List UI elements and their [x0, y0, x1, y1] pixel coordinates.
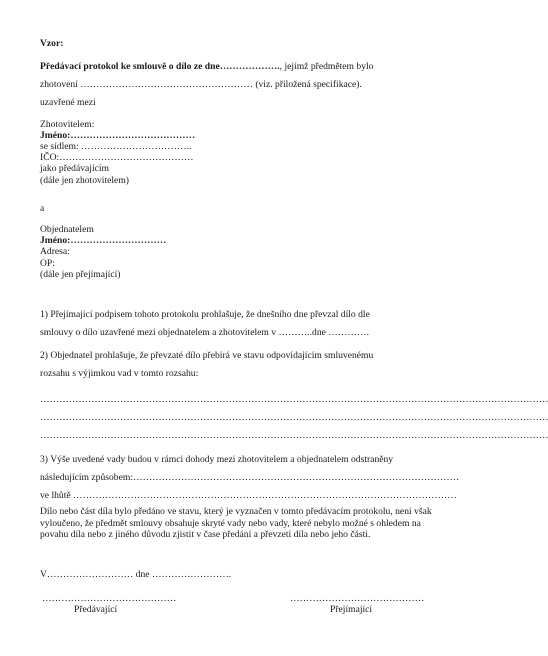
- client-address: Adresa:: [40, 246, 70, 257]
- protocol-title: [40, 61, 373, 73]
- subject-line: zhotovení ……………………………………………… (viz. přiložená specifikace).: [40, 79, 362, 90]
- hidden-defects-note: Dílo nebo část díla bylo předáno ve stavu, který je vyznačen v tomto předávacím protokolu, není však vyloučeno, že předmět smlouvy obsahuje skryté vady nebo vady, které nebylo možné s ohledem na povahu díla nebo z jiného důvodu zjistit v čase předání a převzetí díla nebo jeho části.: [40, 506, 432, 541]
- contractor-role: jako předávajícím: [40, 163, 109, 174]
- clause-3-line-3: ve lhůtě …………………………………………………………………………………………………………: [40, 490, 457, 501]
- clause-2-line-2: rozsahu s výjimkou vad v tomto rozsahu:: [40, 368, 199, 379]
- defects-blank-line-1: ……………………………………………………………………………………………………………………………………………: [40, 394, 548, 405]
- defects-blank-line-2: ……………………………………………………………………………………………………………………………………………: [40, 412, 548, 423]
- clause-1-line-1: 1) Přejímající podpisem tohoto protokolu prohlašuje, že dnešního dne převzal dílo dle: [40, 309, 370, 320]
- protocol-title-bold: Předávací protokol ke smlouvě o dílo ze dne……………….: [40, 61, 280, 72]
- and-label: a: [40, 203, 45, 214]
- contractor-ico: IČO:……………………………………: [40, 152, 194, 163]
- client-id-card: OP:: [40, 258, 55, 269]
- protocol-title-rest: , jejímž předmětem bylo: [279, 61, 374, 72]
- handover-signature-label: Předávající: [74, 604, 118, 615]
- client-alias: (dále jen přejímající): [40, 269, 121, 280]
- clause-3-line-2: následujícím způsobem:…………………………………………………………………………………………: [40, 472, 460, 483]
- clause-1-line-2: smlouvy o dílo uzavřené mezi objednatelem a zhotovitelem v ………..dne ………….: [40, 327, 370, 338]
- concluded-between: uzavřené mezi: [40, 97, 96, 108]
- contractor-label: Zhotovitelem:: [40, 119, 95, 130]
- contractor-seat: se sídlem: ……………………………..: [40, 141, 192, 152]
- client-label: Objednatelem: [40, 224, 94, 235]
- receiver-signature-line: ……………………………………: [290, 593, 425, 604]
- clause-2-line-1: 2) Objednatel prohlašuje, že převzaté dílo přebírá ve stavu odpovídajícím smluvenému: [40, 350, 374, 361]
- sample-label: Vzor:: [40, 38, 64, 49]
- clause-3-line-1: 3) Výše uvedené vady budou v rámci dohody mezi zhotovitelem a objednatelem odstraněny: [40, 454, 394, 465]
- client-name: Jméno:…………………………: [40, 235, 167, 246]
- contractor-name: Jméno:…………………………………: [40, 130, 196, 141]
- handover-signature-line: ……………………………………: [42, 593, 177, 604]
- place-date: V……………………… dne …………………….: [40, 569, 232, 580]
- contractor-alias: (dále jen zhotovitelem): [40, 175, 129, 186]
- defects-blank-line-3: ……………………………………………………………………………………………………………………………………………: [40, 430, 548, 441]
- receiver-signature-label: Přejímající: [330, 604, 373, 615]
